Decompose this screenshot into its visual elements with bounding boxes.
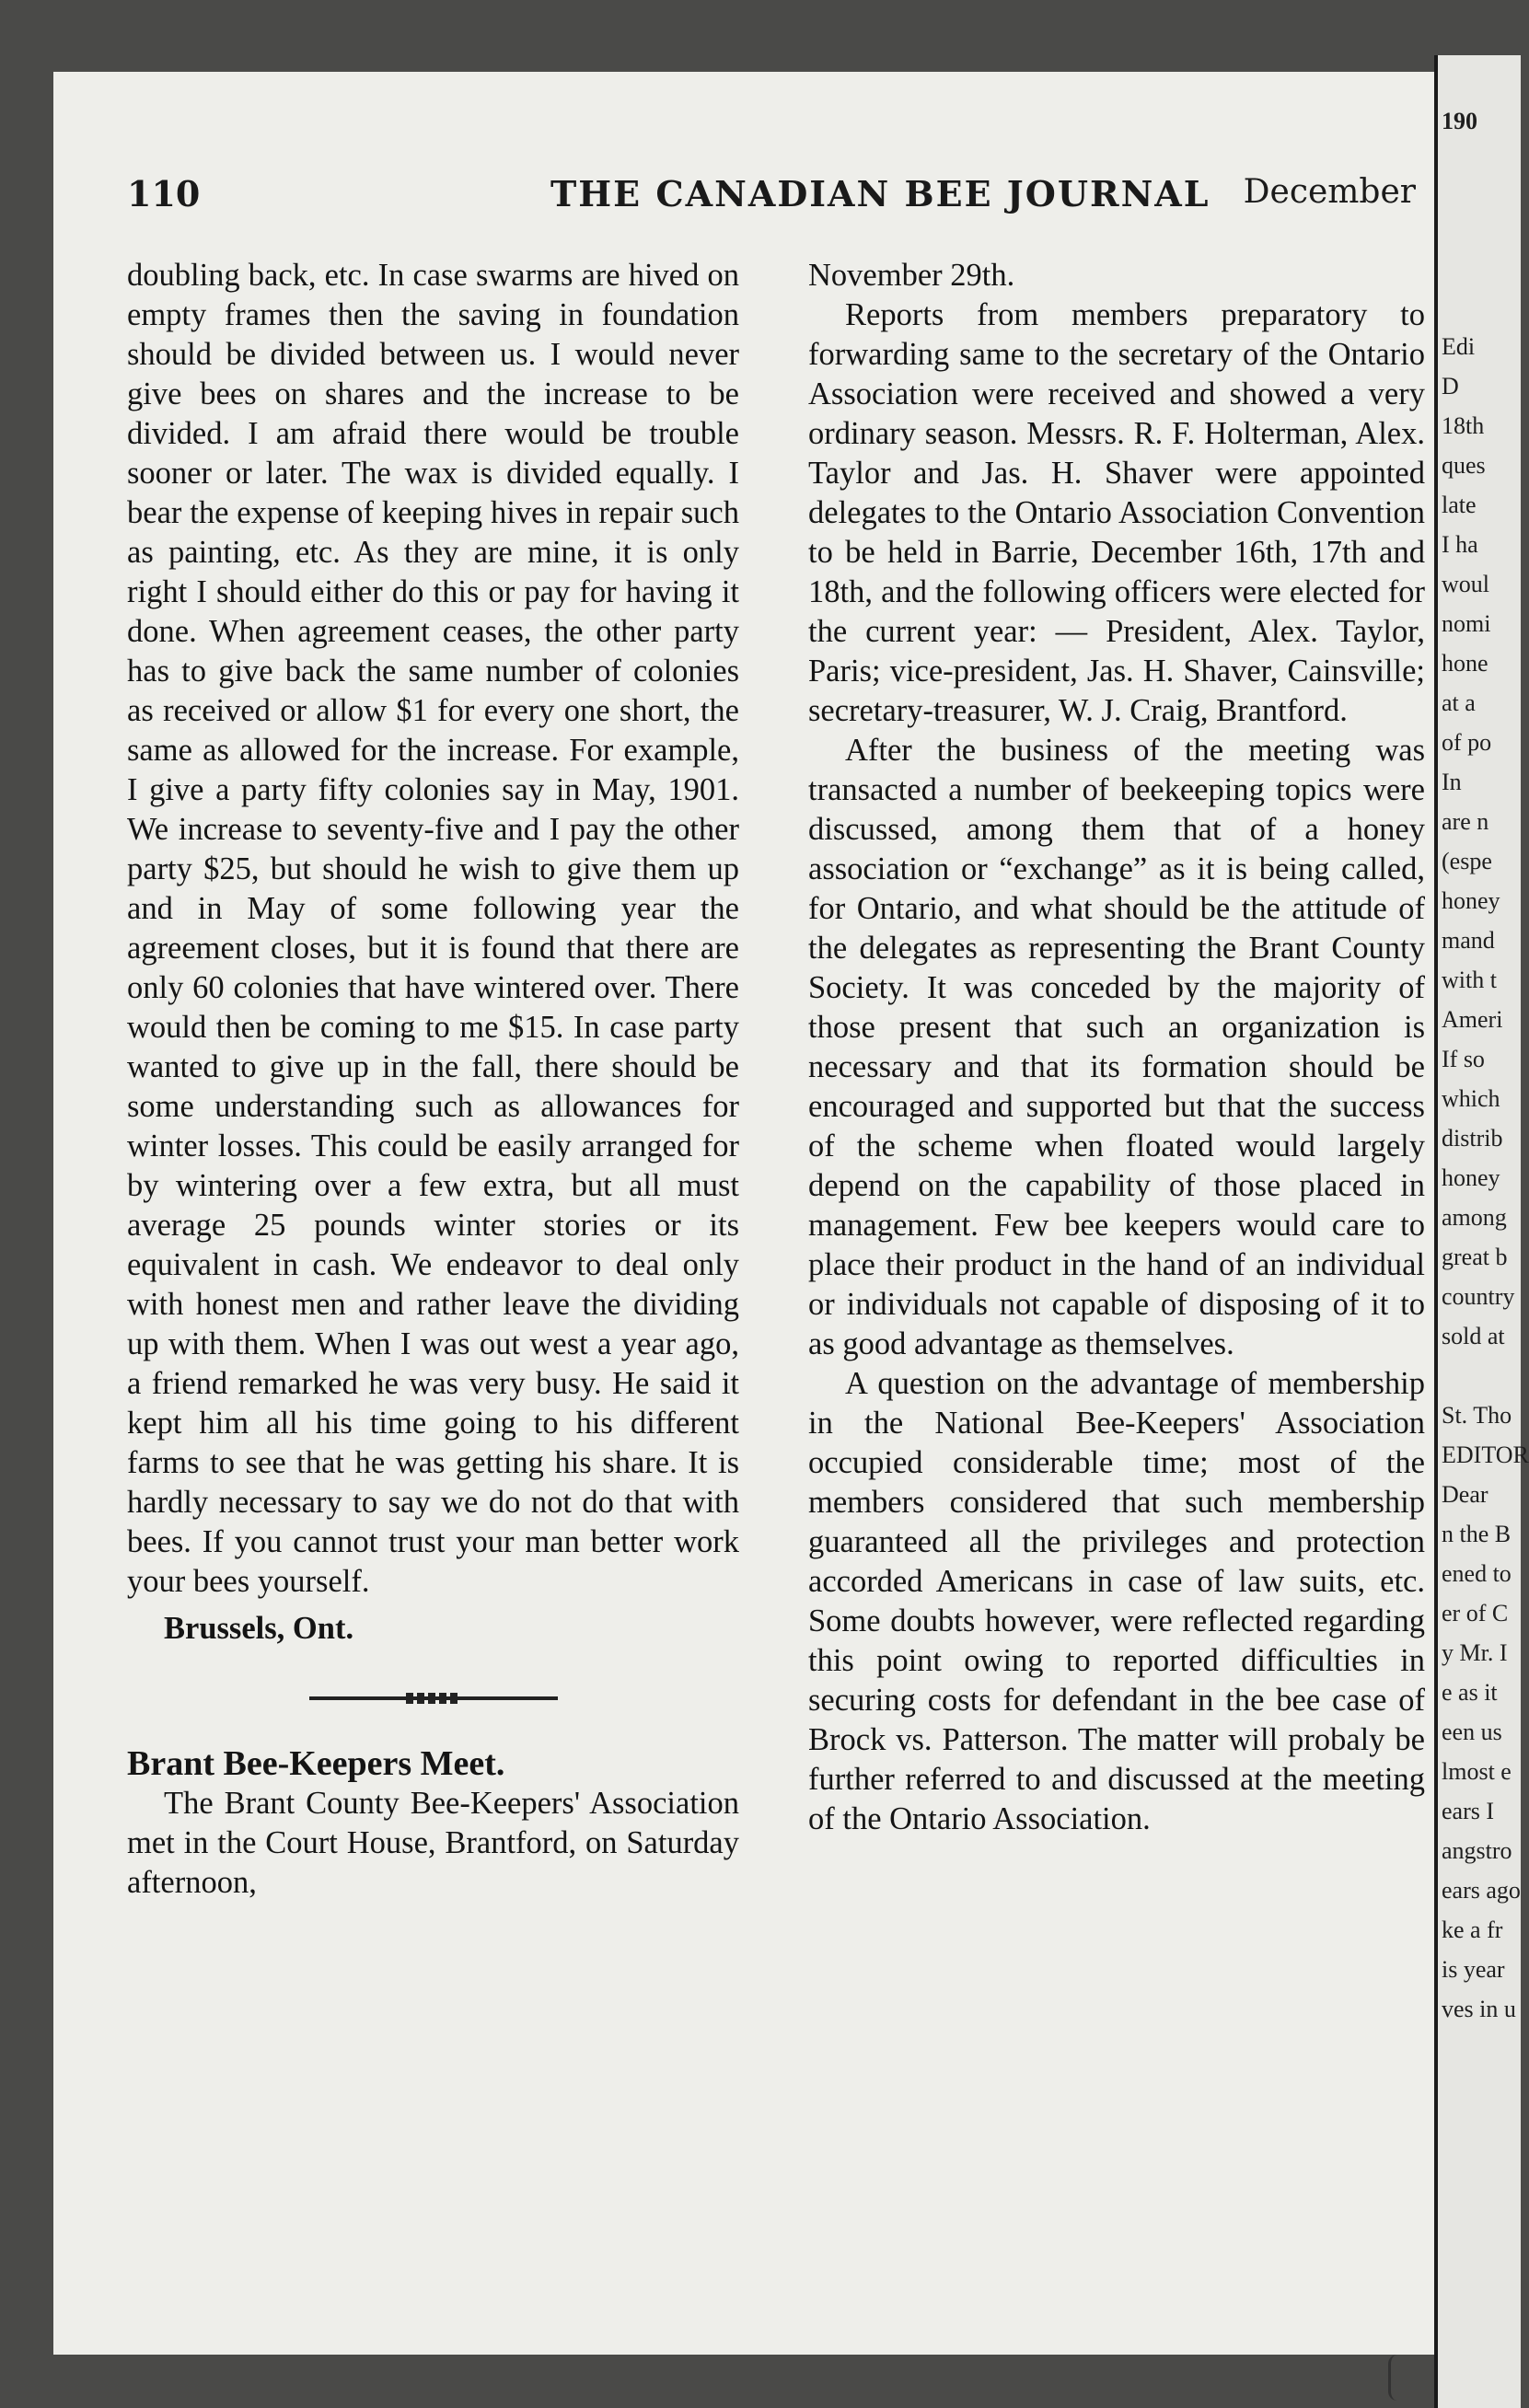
adjacent-page-line: late	[1442, 492, 1477, 518]
adjacent-page-line: n the B	[1442, 1521, 1512, 1547]
adjacent-page-line: y Mr. I	[1442, 1639, 1508, 1666]
adjacent-page-line: with t	[1442, 967, 1497, 993]
page-header	[127, 173, 1416, 228]
adjacent-page-line: een us	[1442, 1719, 1502, 1745]
section-divider	[309, 1696, 558, 1700]
adjacent-page-line: mand	[1442, 927, 1495, 954]
adjacent-page-line: which	[1442, 1085, 1500, 1112]
adjacent-page-line: ears I	[1442, 1798, 1495, 1824]
adjacent-page-line: at a	[1442, 689, 1476, 716]
adjacent-page-line	[1438, 287, 1521, 327]
page-number: 110	[127, 173, 201, 214]
discussion-paragraph: After the business of the meeting was transacted a number of beekeeping topics were discussed, among them that of a honey association or “exchange” as it is being called, for Ontario, and what should be the attitude of the delegates as representing the Brant County Society. It was conceded by the majority of those present that such an organization is necessary and that its formation should be encouraged and supported but that the success of the scheme when floated would largely depend on the capability of those placed in management. Few bee keepers would care to place their product in the hand of an individual or individuals not capable of disposing of it to as good advantage as themselves.	[808, 733, 1425, 1361]
adjacent-page-line: lmost e	[1442, 1758, 1512, 1785]
adjacent-page-line: er of C	[1442, 1600, 1509, 1627]
membership-paragraph: A question on the advantage of membership in the National Bee-Keepers' Association occupied considerable time; most of the members considered that such membership guaranteed all the privileges and protection accorded Americans in case of law suits, etc. Some doubts however, were reflected regarding this point owing to reported difficulties in securing costs for defendant in the bee case of Brock vs. Patterson. The matter will probaly be further referred to and discussed at the meeting of the Ontario Association.	[808, 1366, 1425, 1836]
adjacent-page-line	[1438, 168, 1521, 208]
adjacent-page-edge	[1434, 55, 1529, 2408]
section-intro-paragraph: The Brant County Bee-Keepers' Association met in the Court House, Brantford, on Saturday afternoon,	[127, 1786, 739, 1900]
adjacent-page-line	[1438, 1356, 1521, 1395]
adjacent-page-line	[1438, 248, 1521, 287]
adjacent-page-line: Dear	[1442, 1481, 1488, 1508]
adjacent-page-line: St. Tho	[1442, 1402, 1512, 1429]
adjacent-page-line: D	[1442, 373, 1459, 399]
adjacent-page-line: (espe	[1442, 848, 1492, 874]
adjacent-page-line: e as it	[1442, 1679, 1498, 1706]
adjacent-page-line: ened to	[1442, 1560, 1512, 1587]
adjacent-page-line: ears ago	[1442, 1877, 1521, 1904]
adjacent-page-text	[1438, 101, 1529, 2029]
adjacent-page-line: sold at	[1442, 1323, 1505, 1349]
adjacent-page-line: In	[1442, 769, 1462, 795]
adjacent-page-line: Edi	[1442, 333, 1476, 360]
adjacent-page-line: 18th	[1442, 412, 1485, 439]
adjacent-page-line: ques	[1442, 452, 1486, 479]
adjacent-page-line: angstro	[1442, 1837, 1512, 1864]
adjacent-page-line: I ha	[1442, 531, 1478, 558]
adjacent-page-line: EDITOR	[1442, 1441, 1529, 1468]
adjacent-page-line: are n	[1442, 808, 1489, 835]
adjacent-page-line: country	[1442, 1283, 1515, 1310]
adjacent-page-line	[1438, 208, 1521, 248]
journal-page	[53, 72, 1434, 2355]
adjacent-page-line: woul	[1442, 571, 1489, 597]
adjacent-page-line: is year	[1442, 1956, 1505, 1983]
scan-artifact-mark	[1388, 2355, 1409, 2401]
article-paragraph: doubling back, etc. In case swarms are hived on empty frames then the saving in foundation should be divided between us. I would never give bees on shares and the increase to be divided. I am afraid there would be trouble sooner or later. The wax is divided equally. I bear the expense of keeping hives in repair such as painting, etc. As they are mine, it is only right I should either do this or pay for having it done. When agreement ceases, the other party has to give back the same number of colonies as received or allow $1 for every one short, the same as allowed for the increase. For example, I give a party fifty colonies say in May, 1901. We increase to seventy-five and I pay the other party $25, but should he wish to give them up and in May of some following year the agreement closes, but it is found that there are only 60 colonies that have wintered over. There would then be coming to me $15. In case party wanted to give up in the fall, there should be some understanding such as allowances for winter losses. This could be easily arranged for by wintering over a few extra, but all must average 25 pounds winter stories or its equivalent in cash. We endeavor to deal only with honest men and rather leave the dividing up with them. When I was out west a year ago, a friend remarked he was very busy. He said it kept him all his time going to his different farms to see that he was getting his share. It is hardly necessary to say we do not do that with bees. If you cannot trust your man better work your bees yourself.	[127, 258, 739, 1599]
adjacent-page-line: Ameri	[1442, 1006, 1503, 1033]
report-paragraph: Reports from members preparatory to forwarding same to the secretary of the Ontario Association were received and showed a very ordinary season. Messrs. R. F. Holterman, Alex. Taylor and Jas. H. Shaver were appointed delegates to the Ontario Association Convention to be held in Barrie, December 16th, 17th and 18th, and the following officers were elected for the current year: — President, Alex. Taylor, Paris; vice-president, Jas. H. Shaver, Cainsville; secretary-treasurer, W. J. Craig, Brantford.	[808, 297, 1425, 728]
adjacent-page-line: 190	[1442, 108, 1477, 134]
adjacent-page-line: nomi	[1442, 610, 1491, 637]
adjacent-page-line: great b	[1442, 1244, 1508, 1270]
issue-month: December	[1243, 173, 1416, 211]
left-column	[127, 256, 739, 1903]
adjacent-page-line: among	[1442, 1204, 1507, 1231]
adjacent-page-line: ves in u	[1442, 1996, 1516, 2022]
adjacent-page-line: hone	[1442, 650, 1488, 677]
adjacent-page-line: honey	[1442, 887, 1500, 914]
right-column	[808, 256, 1425, 1839]
adjacent-page-line: honey	[1442, 1164, 1500, 1191]
journal-title: THE CANADIAN BEE JOURNAL	[550, 173, 1210, 214]
adjacent-page-line: distrib	[1442, 1125, 1503, 1152]
author-location: Brussels, Ont.	[164, 1611, 354, 1646]
section-heading: Brant Bee-Keepers Meet.	[127, 1744, 505, 1783]
adjacent-page-line: of po	[1442, 729, 1492, 756]
continuation-line: November 29th.	[808, 258, 1015, 293]
adjacent-page-line: If so	[1442, 1046, 1485, 1072]
adjacent-page-line: ke a fr	[1442, 1916, 1503, 1943]
